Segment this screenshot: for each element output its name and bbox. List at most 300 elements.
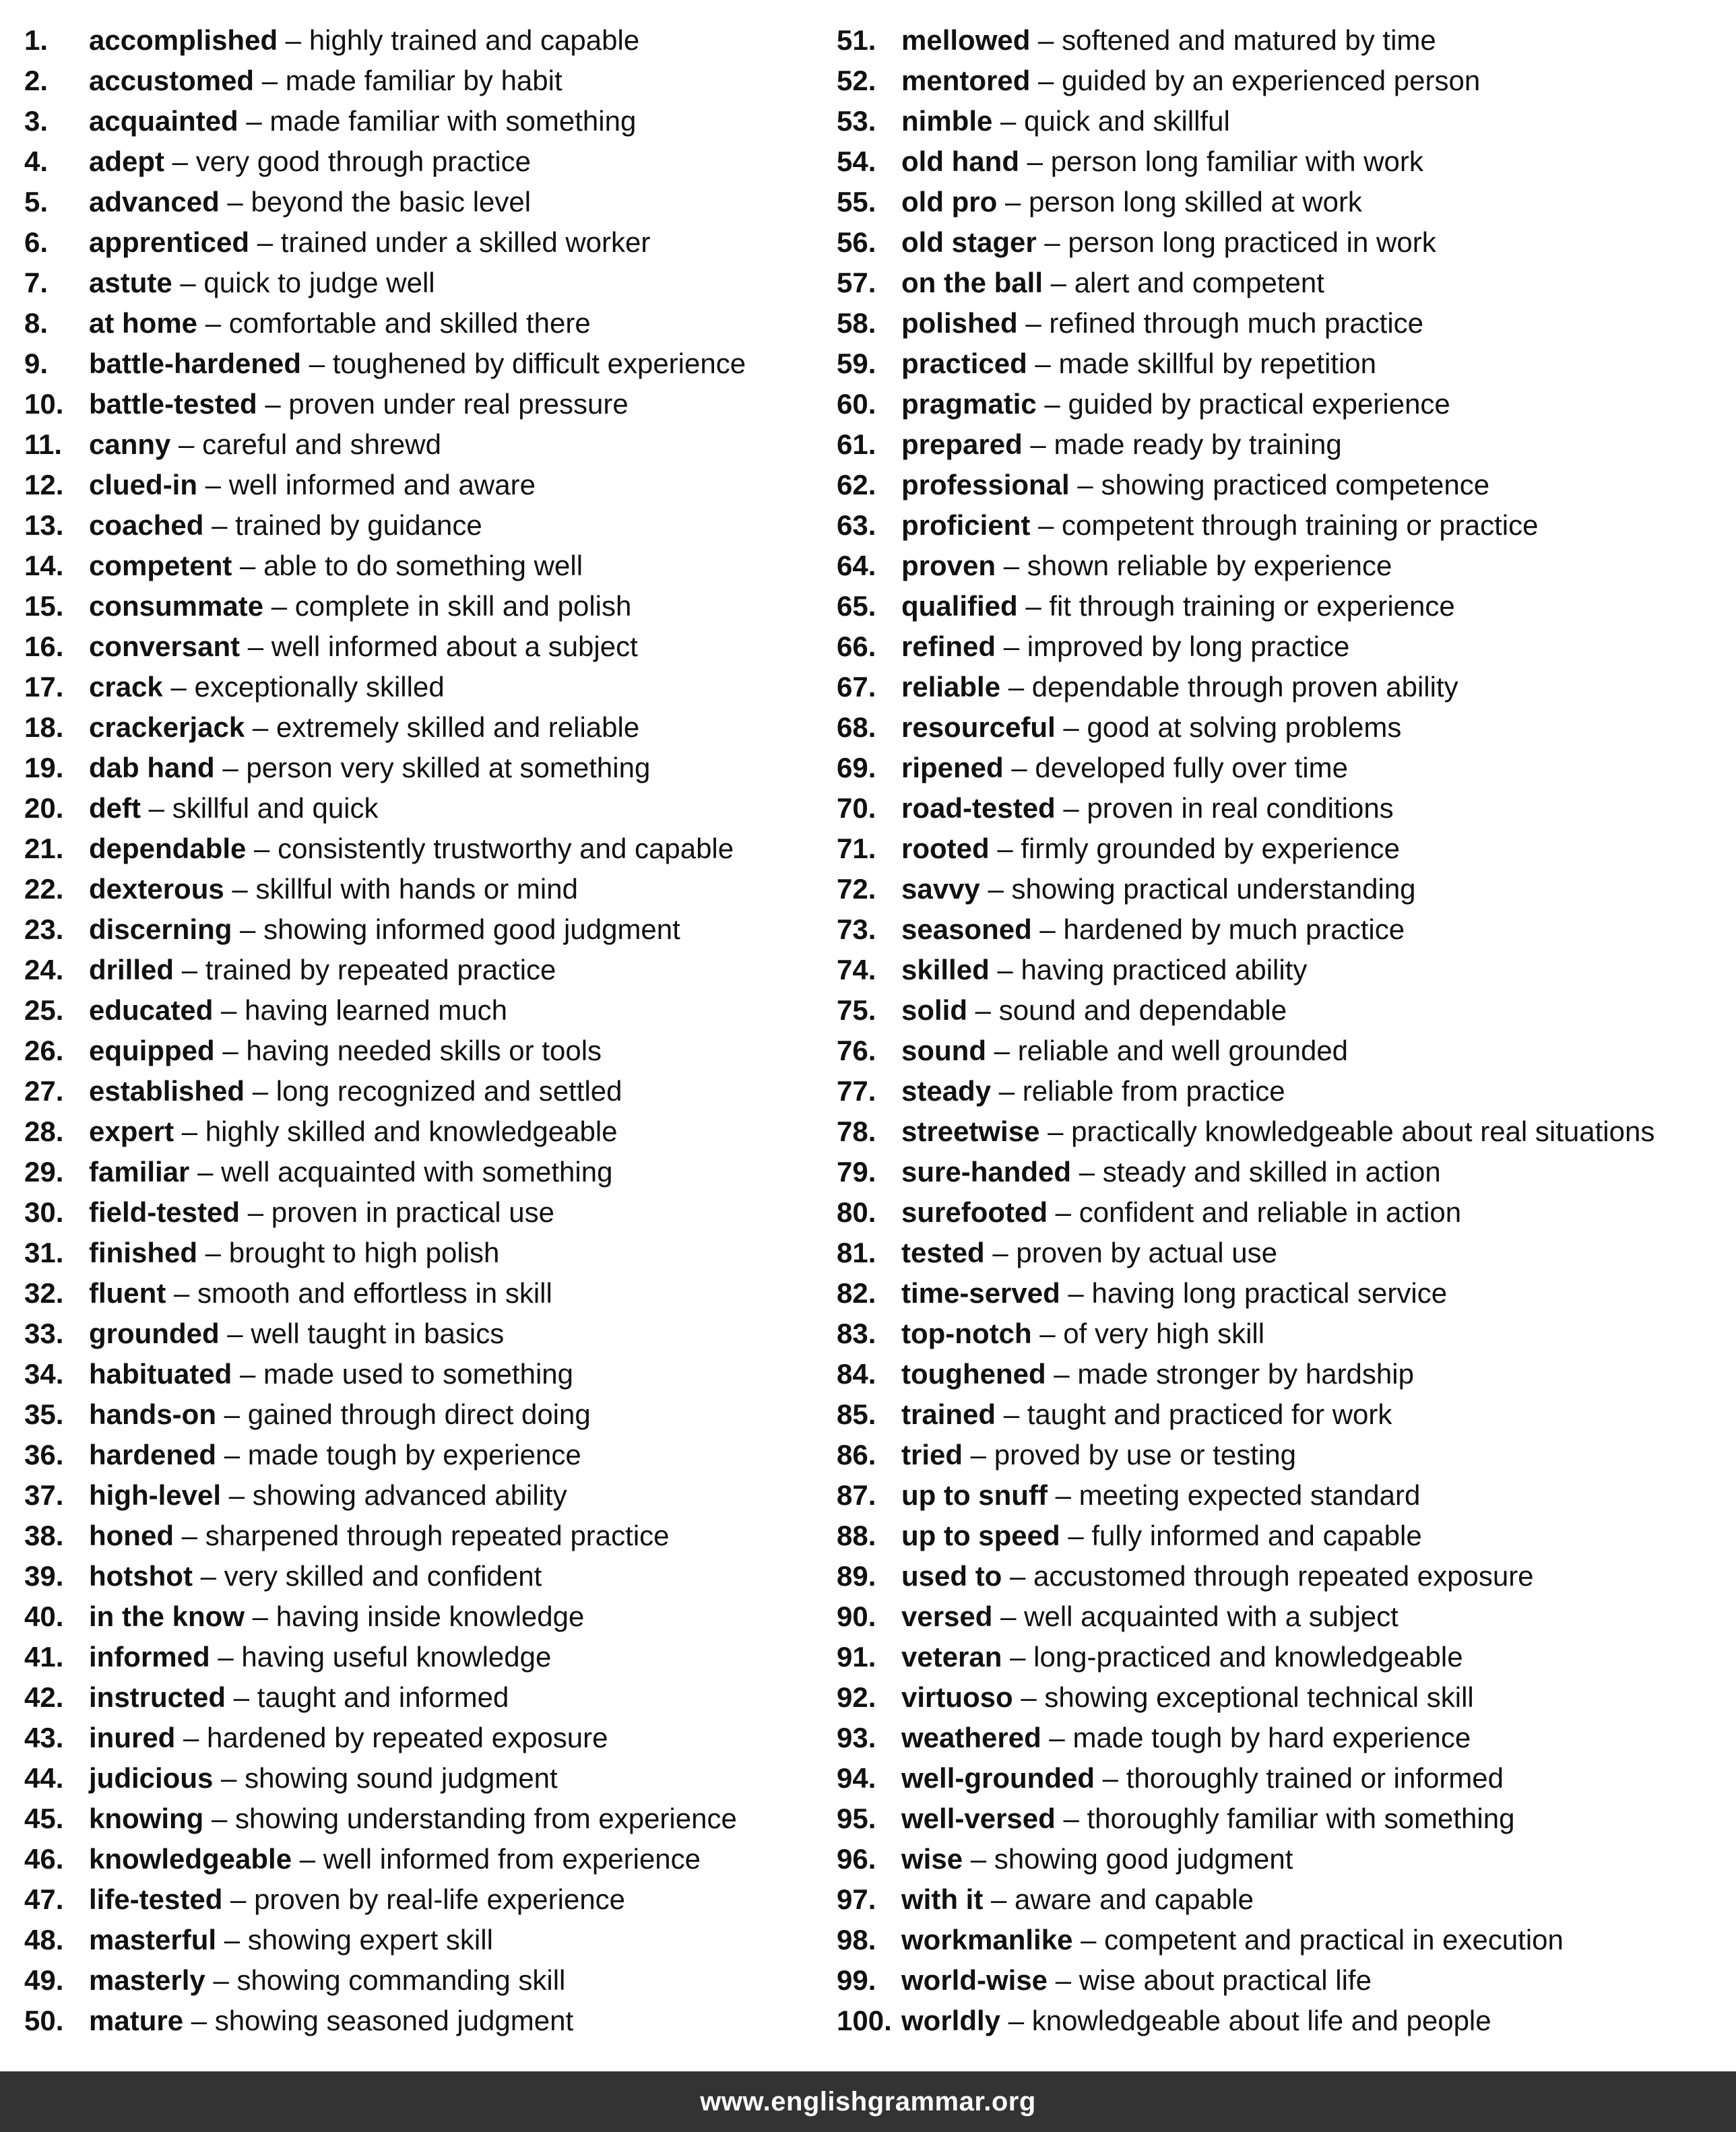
item-term: well-versed (901, 1803, 1056, 1834)
list-item (24, 1637, 819, 1677)
item-definition: fit through training or experience (1049, 590, 1455, 622)
word-list-left-column (24, 20, 819, 2041)
en-dash-separator (1019, 146, 1051, 177)
item-term: consummate (89, 590, 264, 622)
item-term: sure-handed (901, 1156, 1072, 1188)
list-item (24, 1394, 819, 1435)
item-term: nimble (901, 105, 993, 137)
item-number: 40. (24, 1601, 64, 1632)
en-dash-separator (992, 1601, 1024, 1632)
en-dash-separator (197, 307, 229, 339)
item-term: drilled (89, 954, 174, 986)
item-term: old pro (901, 186, 998, 218)
item-term: veteran (901, 1641, 1002, 1673)
en-dash-separator (1048, 1479, 1079, 1511)
list-item (837, 424, 1729, 465)
list-item (24, 707, 819, 748)
item-definition: trained by repeated practice (205, 954, 556, 986)
list-item (837, 61, 1729, 101)
en-dash-separator (163, 671, 195, 703)
item-definition: made familiar with something (269, 105, 637, 137)
item-number: 80. (837, 1196, 876, 1228)
list-item (837, 384, 1729, 424)
item-definition: well informed and aware (228, 469, 536, 500)
item-number: 82. (837, 1277, 876, 1309)
item-number: 6. (24, 226, 49, 258)
item-definition: reliable and well grounded (1017, 1035, 1349, 1066)
list-item (24, 344, 819, 384)
item-definition: confident and reliable in action (1079, 1196, 1462, 1228)
item-number: 43. (24, 1722, 64, 1753)
item-definition: long recognized and settled (276, 1075, 622, 1107)
list-item (24, 1273, 819, 1314)
en-dash-separator (203, 1803, 235, 1834)
list-item (837, 1556, 1729, 1596)
item-definition: having practiced ability (1021, 954, 1308, 986)
en-dash-separator (175, 1722, 207, 1753)
list-item (24, 1596, 819, 1637)
item-definition: well taught in basics (251, 1318, 505, 1349)
item-definition: skillful and quick (172, 792, 379, 824)
en-dash-separator (1032, 1318, 1064, 1349)
en-dash-separator (1041, 1722, 1073, 1753)
item-number: 58. (837, 307, 876, 339)
list-item (24, 1475, 819, 1516)
item-term: refined (901, 631, 996, 662)
item-term: coached (89, 509, 204, 541)
item-definition: trained by guidance (235, 509, 482, 541)
item-definition: skillful with hands or mind (255, 873, 578, 905)
item-number: 77. (837, 1075, 876, 1107)
en-dash-separator (226, 1681, 257, 1713)
en-dash-separator (213, 1762, 245, 1794)
item-term: skilled (901, 954, 990, 986)
item-definition: showing understanding from experience (235, 1803, 737, 1834)
item-number: 31. (24, 1237, 64, 1268)
list-item (24, 1758, 819, 1799)
item-number: 94. (837, 1762, 876, 1794)
item-term: pragmatic (901, 388, 1037, 420)
en-dash-separator (220, 1318, 251, 1349)
item-definition: complete in skill and polish (294, 590, 632, 622)
item-number: 7. (24, 267, 49, 298)
item-definition: shown reliable by experience (1027, 550, 1392, 581)
en-dash-separator (301, 348, 333, 379)
item-term: reliable (901, 671, 1001, 703)
item-definition: taught and practiced for work (1027, 1398, 1392, 1430)
item-definition: guided by an experienced person (1062, 65, 1481, 96)
en-dash-separator (254, 65, 286, 96)
list-item (837, 748, 1729, 788)
item-term: time-served (901, 1277, 1060, 1309)
item-definition: showing expert skill (247, 1924, 493, 1956)
list-item (24, 1960, 819, 2001)
item-definition: guided by practical experience (1068, 388, 1450, 420)
item-term: on the ball (901, 267, 1043, 298)
item-definition: having useful knowledge (241, 1641, 552, 1673)
item-definition: accustomed through repeated exposure (1033, 1560, 1534, 1592)
list-item (837, 586, 1729, 626)
item-definition: made tough by experience (247, 1439, 581, 1471)
item-number: 3. (24, 105, 49, 137)
item-term: adept (89, 146, 165, 177)
list-item (24, 748, 819, 788)
item-definition: showing exceptional technical skill (1044, 1681, 1474, 1713)
en-dash-separator (240, 1196, 271, 1228)
item-number: 72. (837, 873, 876, 905)
item-term: up to speed (901, 1520, 1060, 1551)
item-term: mellowed (901, 24, 1031, 56)
item-term: masterly (89, 1964, 205, 1996)
item-term: at home (89, 307, 198, 339)
item-definition: having needed skills or tools (246, 1035, 602, 1066)
en-dash-separator (216, 1924, 248, 1956)
item-number: 10. (24, 388, 64, 420)
list-item (837, 626, 1729, 667)
item-definition: comfortable and skilled there (228, 307, 591, 339)
list-item (24, 141, 819, 182)
item-definition: developed fully over time (1035, 752, 1348, 783)
en-dash-separator (220, 186, 251, 218)
item-term: hotshot (89, 1560, 193, 1592)
footer-bar (0, 2071, 1736, 2132)
item-term: clued-in (89, 469, 198, 500)
en-dash-separator (216, 1439, 248, 1471)
item-term: used to (901, 1560, 1002, 1592)
list-item (24, 1435, 819, 1475)
en-dash-separator (249, 226, 281, 258)
list-item (24, 1233, 819, 1273)
item-number: 98. (837, 1924, 876, 1956)
en-dash-separator (980, 873, 1012, 905)
list-item (837, 667, 1729, 707)
item-number: 68. (837, 711, 876, 743)
item-number: 84. (837, 1358, 876, 1390)
en-dash-separator (205, 1964, 237, 1996)
item-definition: showing seasoned judgment (214, 2005, 574, 2036)
item-definition: careful and shrewd (202, 428, 441, 460)
item-number: 1. (24, 24, 49, 56)
list-item (837, 1273, 1729, 1314)
item-term: tried (901, 1439, 963, 1471)
en-dash-separator (172, 267, 204, 298)
item-term: old hand (901, 146, 1019, 177)
item-number: 26. (24, 1035, 64, 1066)
list-item (837, 1839, 1729, 1879)
list-item (24, 1879, 819, 1920)
item-number: 83. (837, 1318, 876, 1349)
list-item (24, 626, 819, 667)
en-dash-separator (1000, 671, 1032, 703)
item-number: 27. (24, 1075, 64, 1107)
item-number: 49. (24, 1964, 64, 1996)
list-item (837, 222, 1729, 263)
item-term: world-wise (901, 1964, 1048, 1996)
en-dash-separator (164, 146, 196, 177)
item-number: 42. (24, 1681, 64, 1713)
list-item (24, 384, 819, 424)
en-dash-separator (183, 2005, 215, 2036)
item-definition: showing commanding skill (236, 1964, 566, 1996)
footer-website-url[interactable]: www.englishgrammar.org (700, 2086, 1036, 2117)
en-dash-separator (1070, 469, 1101, 500)
item-term: finished (89, 1237, 198, 1268)
list-item (837, 909, 1729, 950)
item-term: surefooted (901, 1196, 1048, 1228)
item-number: 85. (837, 1398, 876, 1430)
item-number: 37. (24, 1479, 64, 1511)
en-dash-separator (1060, 1520, 1092, 1551)
item-term: canny (89, 428, 171, 460)
list-item (837, 1314, 1729, 1354)
item-number: 51. (837, 24, 876, 56)
list-item (24, 1920, 819, 1960)
item-number: 24. (24, 954, 64, 986)
en-dash-separator (292, 1843, 323, 1875)
en-dash-separator (1072, 1924, 1104, 1956)
list-item (24, 1718, 819, 1758)
list-item (24, 222, 819, 263)
list-item (24, 2001, 819, 2041)
item-term: crack (89, 671, 163, 703)
list-item (837, 1233, 1729, 1273)
item-definition: improved by long practice (1027, 631, 1350, 662)
item-definition: brought to high polish (228, 1237, 500, 1268)
en-dash-separator (1002, 1641, 1033, 1673)
item-term: well-grounded (901, 1762, 1095, 1794)
item-number: 97. (837, 1883, 876, 1915)
item-number: 11. (24, 428, 63, 460)
item-term: battle-hardened (89, 348, 302, 379)
en-dash-separator (1056, 792, 1087, 824)
item-number: 99. (837, 1964, 876, 1996)
item-number: 16. (24, 631, 64, 662)
list-item (24, 1314, 819, 1354)
item-definition: well informed about a subject (271, 631, 638, 662)
item-definition: alert and competent (1074, 267, 1324, 298)
item-term: established (89, 1075, 245, 1107)
item-number: 28. (24, 1116, 64, 1147)
en-dash-separator (213, 994, 245, 1026)
list-item (837, 1596, 1729, 1637)
item-number: 61. (837, 428, 876, 460)
list-item (837, 1960, 1729, 2001)
en-dash-separator (210, 1641, 242, 1673)
list-item (837, 182, 1729, 222)
item-definition: hardened by much practice (1063, 913, 1405, 945)
item-definition: good at solving problems (1087, 711, 1402, 743)
item-number: 81. (837, 1237, 876, 1268)
item-definition: proved by use or testing (994, 1439, 1296, 1471)
list-item (24, 869, 819, 909)
item-term: advanced (89, 186, 220, 218)
item-term: ripened (901, 752, 1004, 783)
item-term: practiced (901, 348, 1027, 379)
en-dash-separator (238, 105, 270, 137)
en-dash-separator (996, 550, 1027, 581)
list-item (837, 707, 1729, 748)
item-term: habituated (89, 1358, 232, 1390)
item-definition: wise about practical life (1079, 1964, 1372, 1996)
item-definition: proven by real-life experience (254, 1883, 626, 1915)
list-item (24, 829, 819, 869)
en-dash-separator (222, 1883, 254, 1915)
item-number: 90. (837, 1601, 876, 1632)
item-definition: trained under a skilled worker (280, 226, 651, 258)
item-term: up to snuff (901, 1479, 1048, 1511)
list-item (24, 1111, 819, 1152)
en-dash-separator (1027, 348, 1059, 379)
item-number: 79. (837, 1156, 876, 1188)
item-definition: showing sound judgment (245, 1762, 558, 1794)
list-item (24, 505, 819, 546)
item-term: sound (901, 1035, 986, 1066)
en-dash-separator (990, 954, 1021, 986)
item-term: battle-tested (89, 388, 257, 420)
item-number: 17. (24, 671, 64, 703)
list-item (24, 1031, 819, 1071)
list-item (24, 1192, 819, 1233)
item-term: dependable (89, 833, 247, 864)
item-term: field-tested (89, 1196, 240, 1228)
en-dash-separator (1071, 1156, 1103, 1188)
item-definition: competent through training or practice (1062, 509, 1539, 541)
list-item (837, 829, 1729, 869)
list-item (837, 1475, 1729, 1516)
list-item (24, 1071, 819, 1111)
item-number: 63. (837, 509, 876, 541)
en-dash-separator (257, 388, 289, 420)
item-number: 23. (24, 913, 64, 945)
item-number: 67. (837, 671, 876, 703)
item-term: professional (901, 469, 1070, 500)
item-definition: firmly grounded by experience (1021, 833, 1400, 864)
item-number: 22. (24, 873, 64, 905)
item-definition: knowledgeable about life and people (1031, 2005, 1491, 2036)
item-definition: showing good judgment (994, 1843, 1293, 1875)
list-item (24, 586, 819, 626)
list-item (24, 1152, 819, 1192)
item-number: 96. (837, 1843, 876, 1875)
item-number: 56. (837, 226, 876, 258)
item-term: trained (901, 1398, 996, 1430)
en-dash-separator (996, 1398, 1027, 1430)
en-dash-separator (240, 631, 271, 662)
item-term: polished (901, 307, 1018, 339)
item-term: qualified (901, 590, 1018, 622)
item-term: versed (901, 1601, 993, 1632)
en-dash-separator (232, 1358, 263, 1390)
item-definition: able to do something well (263, 550, 583, 581)
item-number: 100. (837, 2005, 892, 2036)
item-definition: person long practiced in work (1068, 226, 1436, 258)
item-definition: having long practical service (1091, 1277, 1448, 1309)
item-definition: taught and informed (257, 1681, 509, 1713)
item-term: steady (901, 1075, 992, 1107)
item-number: 48. (24, 1924, 64, 1956)
en-dash-separator (203, 509, 235, 541)
list-item (837, 344, 1729, 384)
list-item (837, 505, 1729, 546)
item-number: 78. (837, 1116, 876, 1147)
en-dash-separator (1048, 1964, 1079, 1996)
item-definition: highly trained and capable (309, 24, 640, 56)
en-dash-separator (263, 590, 295, 622)
item-number: 54. (837, 146, 876, 177)
item-term: toughened (901, 1358, 1046, 1390)
list-item (837, 1031, 1729, 1071)
item-term: educated (89, 994, 214, 1026)
item-term: knowing (89, 1803, 204, 1834)
list-item (837, 263, 1729, 303)
item-definition: proven in practical use (271, 1196, 554, 1228)
item-term: crackerjack (89, 711, 245, 743)
en-dash-separator (216, 1398, 248, 1430)
item-definition: made used to something (263, 1358, 573, 1390)
en-dash-separator (245, 711, 276, 743)
en-dash-separator (193, 1560, 224, 1592)
en-dash-separator (174, 954, 205, 986)
item-number: 32. (24, 1277, 64, 1309)
item-number: 13. (24, 509, 64, 541)
list-item (837, 950, 1729, 990)
item-term: hands-on (89, 1398, 216, 1430)
item-term: hardened (89, 1439, 217, 1471)
list-item (837, 20, 1729, 61)
item-term: road-tested (901, 792, 1056, 824)
en-dash-separator (1018, 590, 1050, 622)
item-definition: sharpened through repeated practice (205, 1520, 670, 1551)
en-dash-separator (1060, 1277, 1092, 1309)
item-term: top-notch (901, 1318, 1032, 1349)
list-item (837, 1111, 1729, 1152)
item-definition: having learned much (245, 994, 508, 1026)
list-item (837, 546, 1729, 586)
en-dash-separator (174, 1520, 205, 1551)
list-item (24, 20, 819, 61)
item-term: accomplished (89, 24, 278, 56)
item-definition: of very high skill (1063, 1318, 1265, 1349)
item-term: discerning (89, 913, 232, 945)
item-term: familiar (89, 1156, 190, 1188)
en-dash-separator (990, 833, 1021, 864)
list-item (24, 1839, 819, 1879)
item-definition: aware and capable (1015, 1883, 1254, 1915)
en-dash-separator (983, 1883, 1015, 1915)
item-number: 66. (837, 631, 876, 662)
item-number: 93. (837, 1722, 876, 1753)
item-definition: proven in real conditions (1087, 792, 1394, 824)
item-number: 75. (837, 994, 876, 1026)
list-item (837, 1677, 1729, 1718)
item-number: 15. (24, 590, 64, 622)
item-definition: beyond the basic level (251, 186, 532, 218)
list-item (837, 141, 1729, 182)
item-definition: thoroughly trained or informed (1126, 1762, 1504, 1794)
en-dash-separator (245, 1601, 276, 1632)
item-number: 5. (24, 186, 49, 218)
item-term: conversant (89, 631, 240, 662)
item-definition: quick and skillful (1024, 105, 1230, 137)
item-term: deft (89, 792, 141, 824)
item-definition: gained through direct doing (247, 1398, 591, 1430)
en-dash-separator (278, 24, 309, 56)
list-item (24, 788, 819, 829)
item-number: 47. (24, 1883, 64, 1915)
item-term: wise (901, 1843, 963, 1875)
list-item (24, 1799, 819, 1839)
item-definition: long-practiced and knowledgeable (1033, 1641, 1463, 1673)
